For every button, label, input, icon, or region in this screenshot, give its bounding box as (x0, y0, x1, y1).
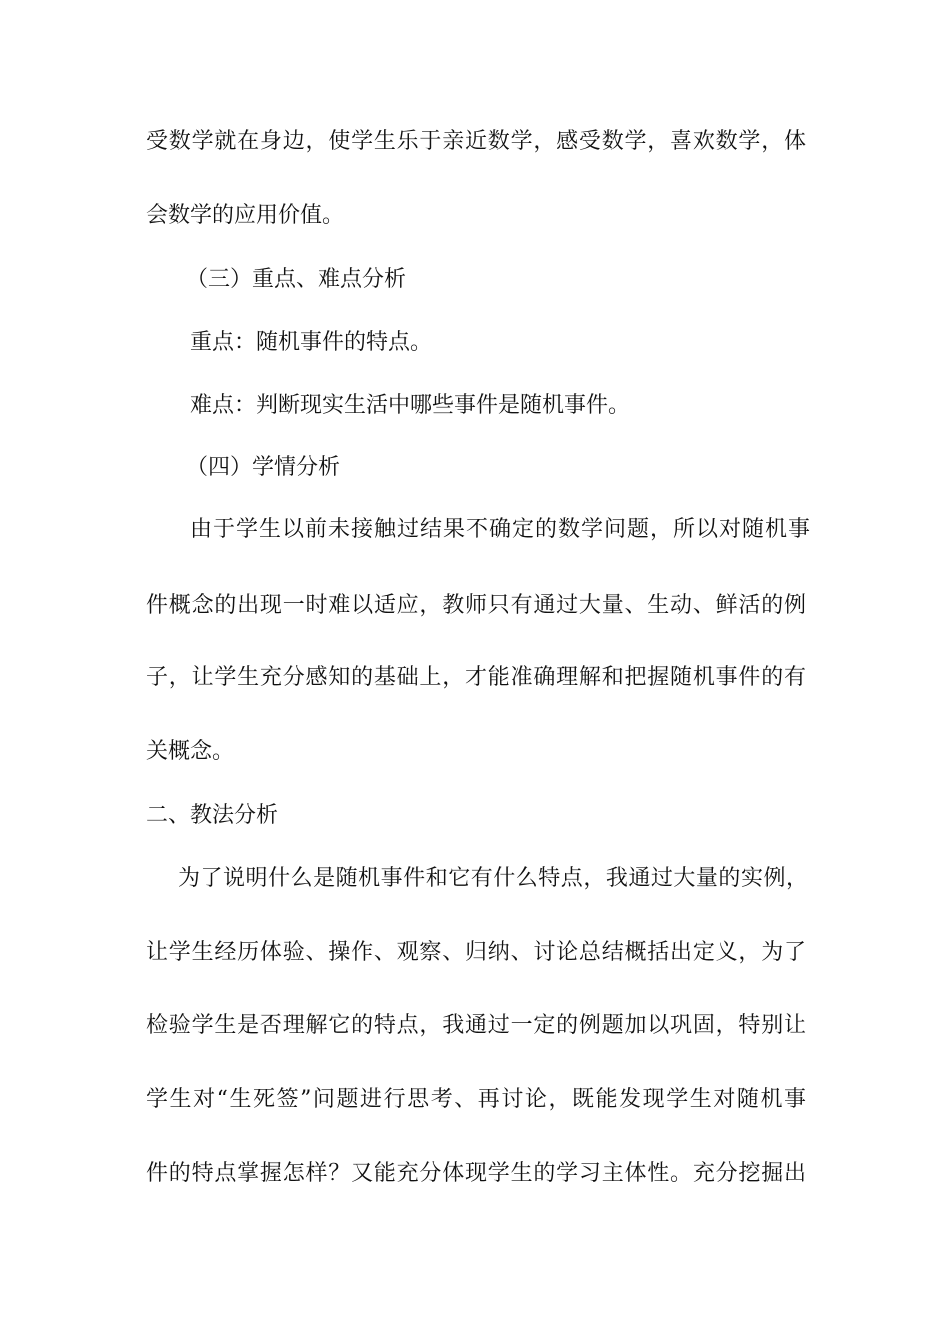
paragraph-line: 由于学生以前未接触过结果不确定的数学问题，所以对随机事 (190, 517, 810, 542)
paragraph-line: 件概念的出现一时难以适应，教师只有通过大量、生动、鲜活的例 (146, 593, 806, 618)
paragraph-line: 会数学的应用价值。 (146, 203, 345, 228)
paragraph-line: 为了说明什么是随机事件和它有什么特点，我通过大量的实例， (178, 866, 808, 891)
paragraph-line: 让学生经历体验、操作、观察、归纳、讨论总结概括出定义，为了 (146, 940, 806, 965)
paragraph-line: 受数学就在身边，使学生乐于亲近数学，感受数学，喜欢数学，体 (146, 129, 806, 154)
paragraph-line: 关概念。 (146, 739, 235, 764)
section-heading-learner-analysis: （四）学情分析 (186, 455, 341, 480)
paragraph-line: 件的特点掌握怎样？又能充分体现学生的学习主体性。充分挖掘出 (146, 1161, 806, 1186)
difficulty-line: 难点：判断现实生活中哪些事件是随机事件。 (190, 393, 631, 418)
paragraph-line: 检验学生是否理解它的特点，我通过一定的例题加以巩固，特别让 (146, 1013, 806, 1038)
key-point-line: 重点：随机事件的特点。 (190, 330, 433, 355)
paragraph-line: 学生对“生死签”问题进行思考、再讨论，既能发现学生对随机事 (146, 1087, 806, 1112)
paragraph-line: 子，让学生充分感知的基础上，才能准确理解和把握随机事件的有 (146, 665, 806, 690)
section-heading-key-points: （三）重点、难点分析 (186, 267, 407, 292)
section-heading-teaching-method: 二、教法分析 (146, 803, 279, 828)
